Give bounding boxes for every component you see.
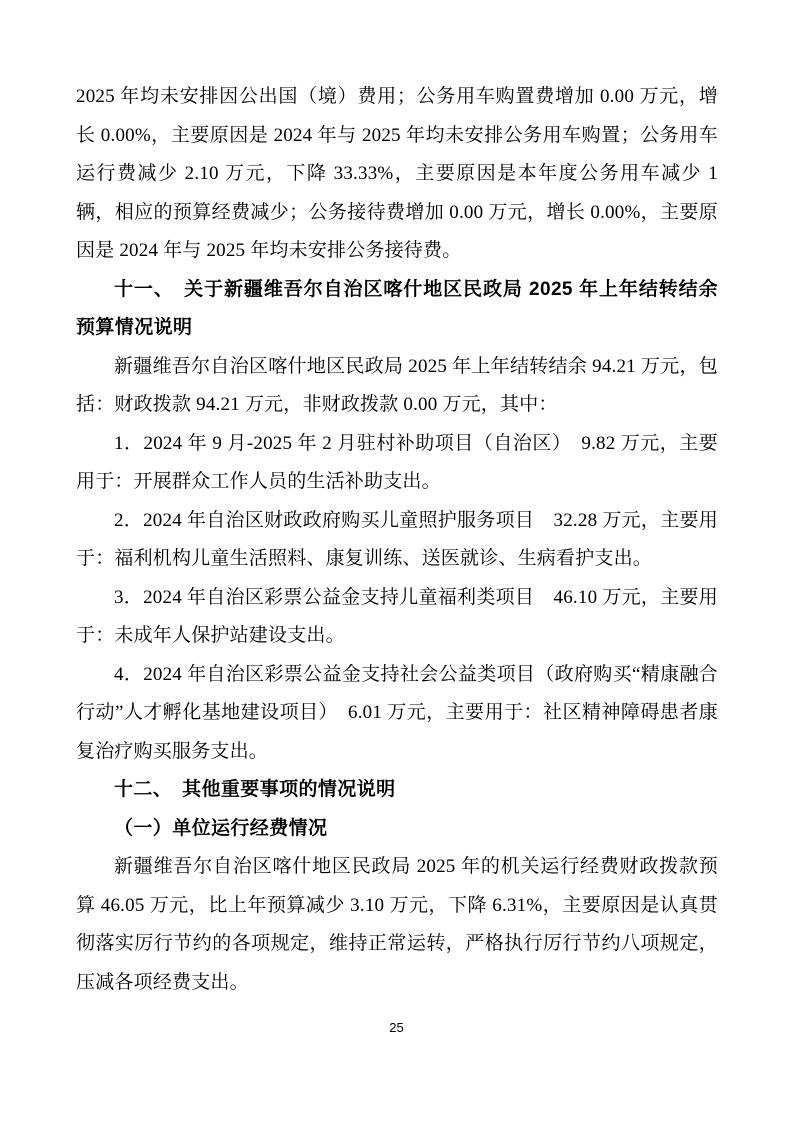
body-paragraph: 1．2024 年 9 月-2025 年 2 月驻村补助项目（自治区） 9.82 万元，主要用于：开展群众工作人员的生活补助支出。 xyxy=(76,432,718,492)
page-number: 25 xyxy=(389,1020,404,1035)
section-heading: （一）单位运行经费情况 xyxy=(114,817,328,839)
section-heading: 十二、 其他重要事项的情况说明 xyxy=(114,779,396,800)
body-paragraph: 3．2024 年自治区彩票公益金支持儿童福利类项目 46.10 万元，主要用于：未成年人保护站建设支出。 xyxy=(76,586,718,646)
body-paragraph: 新疆维吾尔自治区喀什地区民政局 2025 年上年结转结余 94.21 万元，包括：财政拨款 94.21 万元，非财政拨款 0.00 万元，其中： xyxy=(76,355,718,415)
section-heading: 十一、 关于新疆维吾尔自治区喀什地区民政局 2025 年上年结转结余预算情况说明 xyxy=(76,278,718,338)
body-paragraph: 2025 年均未安排因公出国（境）费用；公务用车购置费增加 0.00 万元，增长 0.00%，主要原因是 2024 年与 2025 年均未安排公务用车购置；公务用车运行费减少 2.10 万元，下降 33.33%，主要原因是本年度公务用车减少 1 辆，相应的预算经费减少；公务接待费增加 0.00 万元，增长 0.00%，主要原因是 2024 年与 2025 年均未安排公务接待费。 xyxy=(76,86,718,261)
body-paragraph: 4．2024 年自治区彩票公益金支持社会公益类项目（政府购买“精康融合行动”人才孵化基地建设项目） 6.01 万元，主要用于：社区精神障碍患者康复治疗购买服务支出。 xyxy=(76,663,718,762)
body-paragraph: 2．2024 年自治区财政政府购买儿童照护服务项目 32.28 万元，主要用于：福利机构儿童生活照料、康复训练、送医就诊、生病看护支出。 xyxy=(76,509,718,569)
body-paragraph: 新疆维吾尔自治区喀什地区民政局 2025 年的机关运行经费财政拨款预算 46.05 万元，比上年预算减少 3.10 万元，下降 6.31%，主要原因是认真贯彻落实厉行节约的各项规定，维持正常运转，严格执行厉行节约八项规定，压减各项经费支出。 xyxy=(76,856,718,993)
document-body xyxy=(76,78,718,1002)
